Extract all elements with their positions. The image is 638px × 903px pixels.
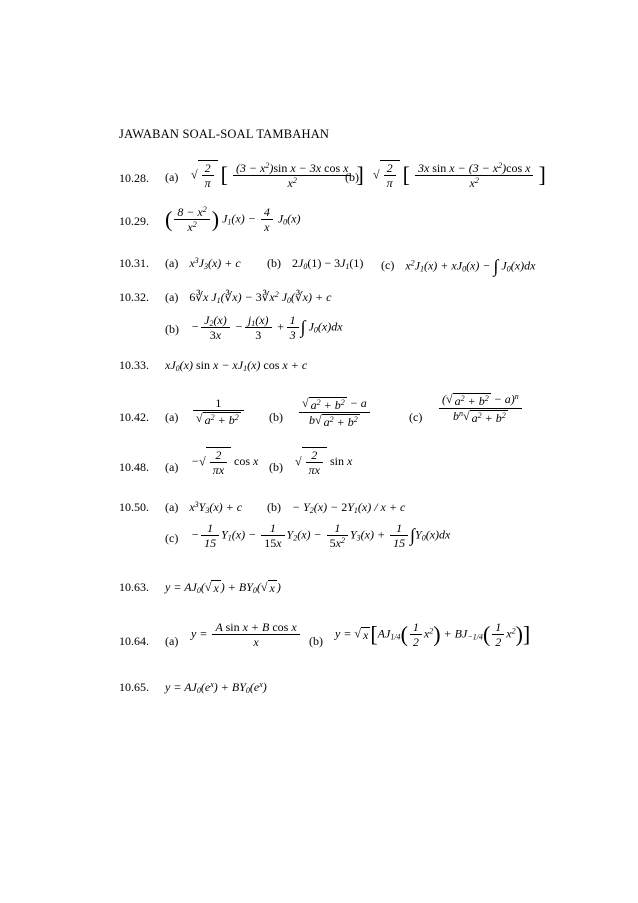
answer-part [165,322,187,337]
part-label: (c) [381,258,395,273]
answer-part [269,410,291,425]
part-label: (b) [269,410,283,424]
part-label: (a) [165,634,179,648]
part-label: (b) [309,634,323,648]
answer-10-28-a-expr: √ $\frac{2}{\pi}$ [ $\frac{(3 - x^2)\sin x - 3x \cos x}{x^2}$ ] [191,160,364,190]
answer-part: $y = AJ_0(e^x) + BY_0(e^x)$ [165,680,267,695]
answer-number: 10.48. [119,460,149,474]
answer-part [165,531,186,546]
answer-number: 10.63. [119,580,149,594]
answer-10-32-b-expr: − $\frac{J_2(x)}{3x}$ − $\frac{j_1(x)}{3}$ + $\frac{1}{3}$ ∫ $J_0(x)dx$ [191,313,343,342]
answer-number: 10.64. [119,634,149,648]
answer-10-42-b-expr: $\frac{√ a^2 + b^2 - a}{b√ a^2 + b^2}$ [297,396,372,429]
answer-part [165,460,186,475]
page-heading: JAWABAN SOAL-SOAL TAMBAHAN [119,127,330,141]
answer-part: $xJ_0(x)$ $\sin x - xJ_1(x)$ cos x + c [165,358,308,373]
part-label: (b) [345,170,359,184]
part-label: (c) [165,531,179,545]
answer-10-42-c-expr: $\frac{(√ a^2 + b^2 - a)^n}{b^n√ a^2 + b^2}$ [437,392,524,425]
part-label: (a) [165,500,179,514]
answer-part [165,634,186,649]
answer-number: 10.29. [119,214,149,228]
answer-number: 10.28. [119,171,149,185]
answer-part: (a) $x^3J_3(x) + c$ [165,256,241,271]
part-label: (a) [165,256,179,270]
answer-number: 10.31. [119,256,149,270]
answer-part: (a) 6∛x $J_1(∛x)$ − $3∛x^2$ $J_0(∛x) + c$ [165,290,332,305]
answer-part [269,460,291,475]
answer-10-48-a-expr: −√ $\frac{2}{\pi x}$ cos x [191,448,259,477]
answer-10-50-c-expr: − $\frac{1}{15}$ $Y_1(x)$ − $\frac{1}{15x}$ $Y_2(x)$ − $\frac{1}{5x^2}$ $Y_3(x)$ + $\frac{1}{15}$ $\int Y_0(x)dx$ [191,521,451,550]
answer-10-29-expr: ( $\frac{8 - x^2}{x^2}$ ) $J_1(x)$ − $\frac{4}{x}$ $J_0(x)$ [165,205,301,234]
answer-10-48-b-expr: √ $\frac{2}{\pi x}$ sin x [295,448,353,477]
answer-number: 10.50. [119,500,149,514]
answer-part [409,410,430,425]
answer-part [165,410,186,425]
answer-part: $y = AJ_0(√$ x ) + $BY_0(√$ x ) [165,580,281,596]
part-label: (b) [165,322,179,336]
answer-10-28-b-expr: √ $\frac{2}{\pi}$ [ $\frac{3x \sin x - (3 - x^2)\cos x}{x^2}$ ] [373,160,546,190]
answer-part: (b) $2J_0(1) - 3J_1(1)$ [267,256,364,271]
answer-number: 10.42. [119,410,149,424]
part-label: (a) [165,460,179,474]
part-label: (b) [269,460,283,474]
part-label: (c) [409,410,423,424]
answer-part: (a) $x^3Y_3(x) + c$ [165,500,243,515]
answer-part [165,170,186,185]
part-label: (a) [165,170,179,184]
part-label: (a) [165,290,179,304]
part-label: (b) [267,256,281,270]
answer-number: 10.33. [119,358,149,372]
answer-number: 10.65. [119,680,149,694]
part-label: (b) [267,500,281,514]
answer-10-42-a-expr: $\frac{1}{√ a^2 + b^2}$ [191,396,246,427]
answer-10-64-a-expr: y = $\frac{\text{A sin x + B cos x}}{x}$ [191,620,302,649]
answer-part: $(b) - Y_2(x) - 2Y_1(x) / x + c$ [267,500,406,515]
answer-part [345,170,367,185]
answer-number: 10.32. [119,290,149,304]
answer-part [309,634,331,649]
answer-part: (c) $x^2J_1(x) + xJ_0(x)$ − ∫ $J_0(x)dx$ [381,256,536,276]
answer-10-64-b-expr: y = √ $x[AJ_{1/4}$( $\frac{1}{2}$ $x^2) + BJ_{-1/4}$( $\frac{1}{2}$ $x^2$)] [335,620,531,649]
part-label: (a) [165,410,179,424]
